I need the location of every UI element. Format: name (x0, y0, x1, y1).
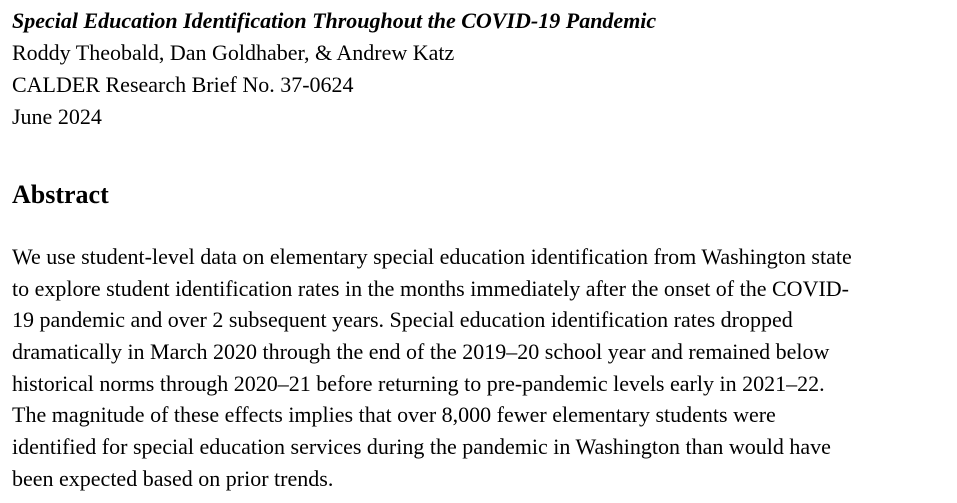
paper-series: CALDER Research Brief No. 37-0624 (12, 72, 354, 97)
abstract-heading: Abstract (12, 180, 109, 209)
abstract-line: 19 pandemic and over 2 subsequent years. Special education identification rates dropped (12, 307, 793, 333)
abstract-line: historical norms through 2020–21 before returning to pre-pandemic levels early in 2021–22. (12, 370, 825, 396)
abstract-line: been expected based on prior trends. (12, 465, 334, 491)
abstract-line: to explore student identification rates in the months immediately after the onset of the COVID- (12, 275, 849, 301)
abstract-body (12, 243, 952, 497)
paper-authors: Roddy Theobald, Dan Goldhaber, & Andrew Katz (12, 40, 455, 65)
abstract-line: identified for special education services during the pandemic in Washington than would have (12, 434, 831, 460)
abstract-line: We use student-level data on elementary special education identification from Washington state (12, 244, 852, 269)
paper-title: Special Education Identification Throughout the COVID-19 Pandemic (12, 8, 657, 33)
abstract-line: dramatically in March 2020 through the end of the 2019–20 school year and remained below (12, 339, 830, 365)
abstract-line: The magnitude of these effects implies that over 8,000 fewer elementary students were (12, 402, 776, 428)
paper-date: June 2024 (12, 104, 102, 129)
